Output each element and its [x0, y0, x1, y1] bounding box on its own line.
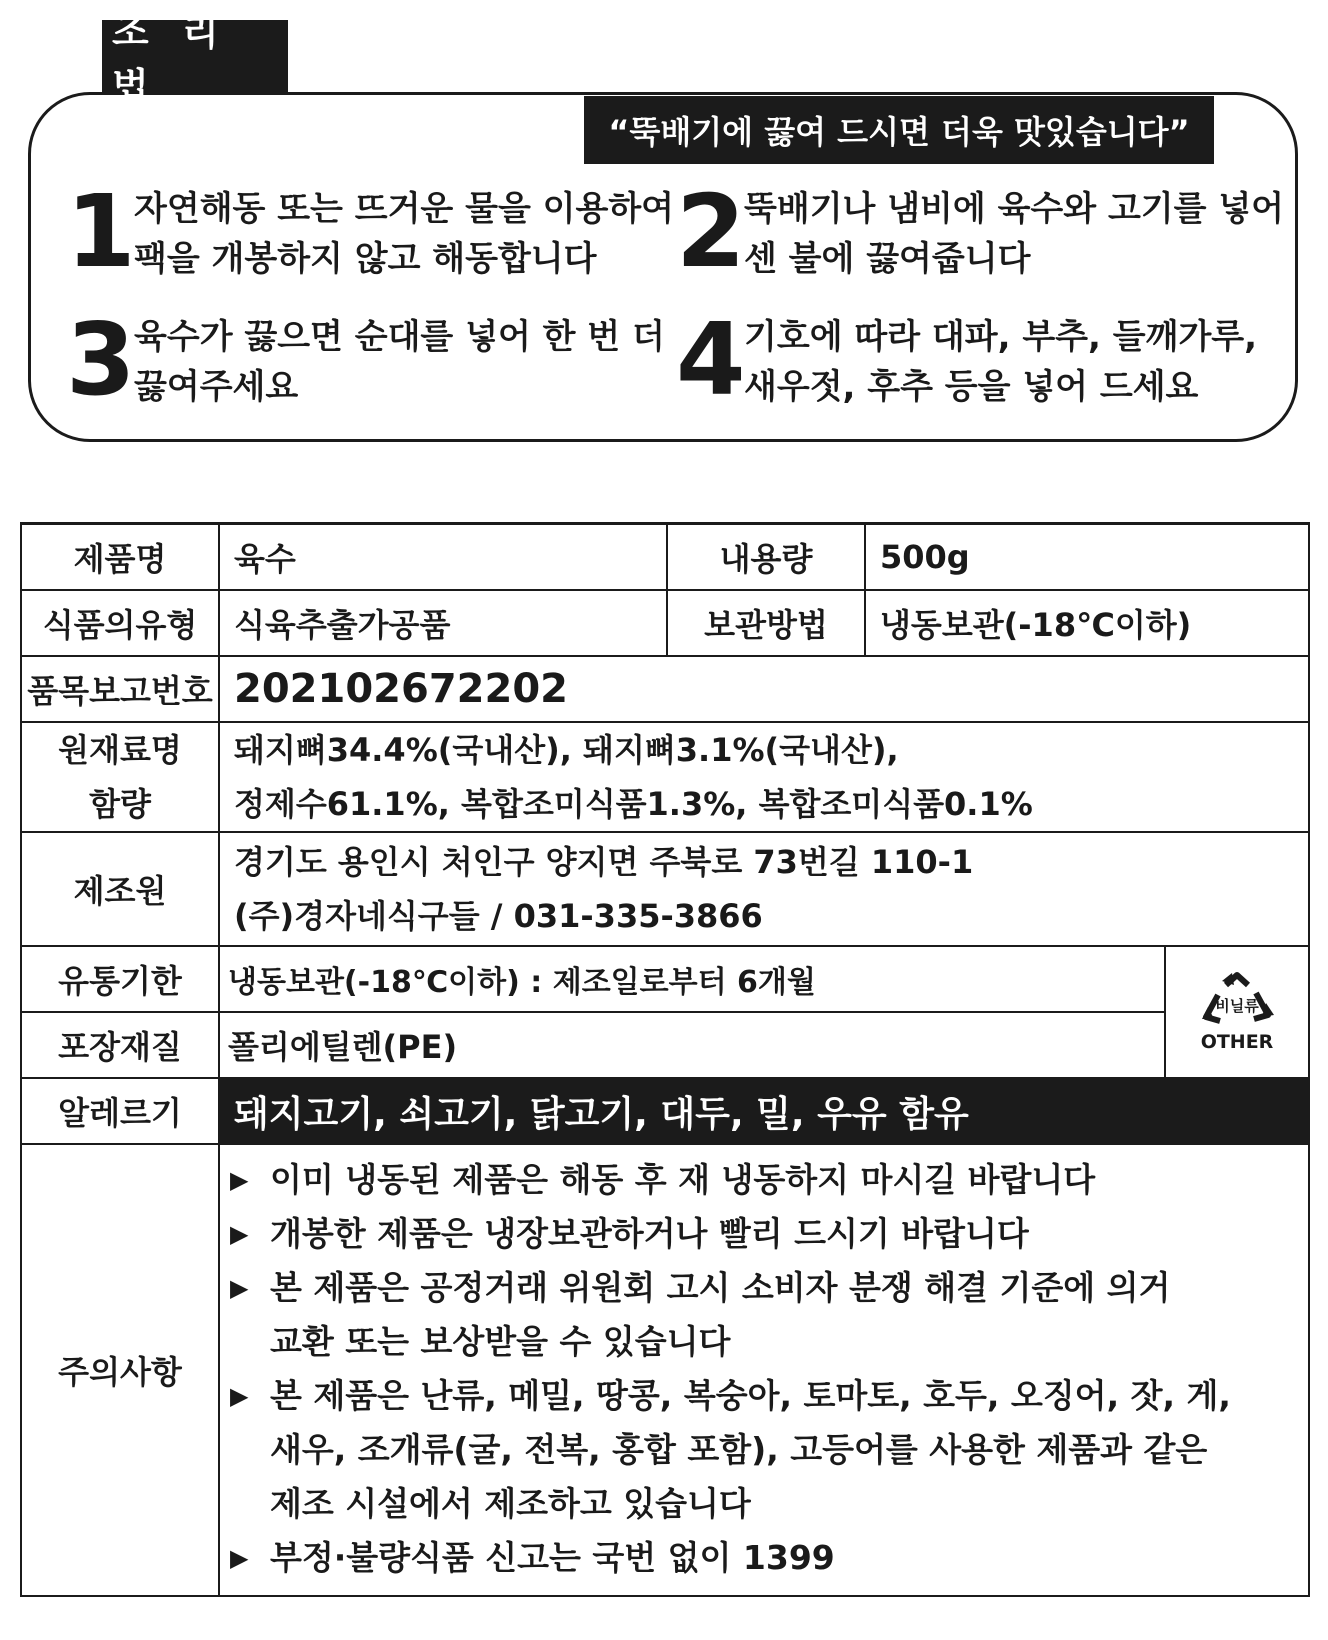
step-number: 1	[66, 173, 136, 290]
expiry-label: 유통기한	[21, 946, 219, 1012]
table-row	[21, 590, 1309, 656]
volume-value: 500g	[865, 524, 1309, 591]
table-row	[21, 832, 1309, 946]
recipe-step-3	[66, 301, 665, 418]
step-text: 기호에 따라 대파, 부추, 들깨가루, 새우젓, 후추 등을 넣어 드세요	[744, 317, 1258, 407]
table-row	[21, 1078, 1309, 1144]
table-row	[21, 722, 1309, 832]
manufacturer-value: 경기도 용인시 처인구 양지면 주북로 73번길 110-1 (주)경자네식구들 / 031-335-3866	[219, 832, 1309, 946]
volume-label: 내용량	[667, 524, 865, 591]
packaging-value: 폴리에틸렌(PE)	[219, 1012, 1165, 1078]
product-name-label: 제품명	[21, 524, 219, 591]
report-no-value: 202102672202	[219, 656, 1309, 722]
caution-item: ▶ 부정·불량식품 신고는 국번 없이 1399	[230, 1531, 1308, 1585]
storage-value: 냉동보관(-18℃이하)	[865, 590, 1309, 656]
allergy-label: 알레르기	[21, 1078, 219, 1144]
report-no-label: 품목보고번호	[21, 656, 219, 722]
table-row	[21, 1012, 1309, 1078]
step-number: 2	[676, 173, 746, 290]
caution-item: ▶ 개봉한 제품은 냉장보관하거나 빨리 드시기 바랍니다	[230, 1207, 1308, 1261]
food-type-label: 식품의유형	[21, 590, 219, 656]
recipe-step-2	[676, 173, 1285, 290]
recipe-step-1	[66, 173, 675, 290]
table-row	[21, 946, 1309, 1012]
caution-item: ▶ 본 제품은 공정거래 위원회 고시 소비자 분쟁 해결 기준에 의거 교환 또는 보상받을 수 있습니다	[230, 1261, 1308, 1369]
caution-item: ▶ 이미 냉동된 제품은 해동 후 재 냉동하지 마시길 바랍니다	[230, 1153, 1308, 1207]
recycle-icon	[1196, 971, 1278, 1053]
table-row	[21, 524, 1309, 591]
cautions-cell	[219, 1144, 1309, 1596]
table-row	[21, 656, 1309, 722]
expiry-value: 냉동보관(-18℃이하) : 제조일로부터 6개월	[219, 946, 1165, 1012]
allergy-value: 돼지고기, 쇠고기, 닭고기, 대두, 밀, 우유 함유	[219, 1078, 1309, 1144]
product-name-value: 육수	[219, 524, 667, 591]
ingredients-value: 돼지뼈34.4%(국내산), 돼지뼈3.1%(국내산), 정제수61.1%, 복합조미식품1.3%, 복합조미식품0.1%	[219, 722, 1309, 832]
table-row	[21, 1144, 1309, 1596]
food-type-value: 식육추출가공품	[219, 590, 667, 656]
recipe-step-4	[676, 301, 1258, 418]
recipe-tip-banner: “뚝배기에 끓여 드시면 더욱 맛있습니다”	[584, 96, 1214, 164]
recycle-arrows-icon	[1196, 971, 1278, 1035]
storage-label: 보관방법	[667, 590, 865, 656]
product-info-table	[20, 522, 1310, 1597]
svg-text:비닐류: 비닐류	[1215, 997, 1259, 1015]
ingredients-label: 원재료명 함량	[21, 722, 219, 832]
cautions-label: 주의사항	[21, 1144, 219, 1596]
step-text: 자연해동 또는 뜨거운 물을 이용하여 팩을 개봉하지 않고 해동합니다	[134, 189, 675, 279]
caution-item: ▶ 본 제품은 난류, 메밀, 땅콩, 복숭아, 토마토, 호두, 오징어, 잣, 게, 새우, 조개류(굴, 전복, 홍합 포함), 고등어를 사용한 제품과 같은 제조 시설에서 제조하고 있습니다	[230, 1369, 1308, 1531]
step-text: 뚝배기나 냄비에 육수와 고기를 넣어 센 불에 끓여줍니다	[744, 189, 1285, 279]
step-number: 3	[66, 301, 136, 418]
packaging-label: 포장재질	[21, 1012, 219, 1078]
recycle-mark	[1165, 946, 1309, 1078]
recipe-title: 조 리 법	[102, 20, 288, 92]
recycle-label: OTHER	[1200, 1031, 1274, 1053]
step-text: 육수가 끓으면 순대를 넣어 한 번 더 끓여주세요	[134, 317, 665, 407]
step-number: 4	[676, 301, 746, 418]
manufacturer-label: 제조원	[21, 832, 219, 946]
caution-list	[220, 1145, 1308, 1595]
